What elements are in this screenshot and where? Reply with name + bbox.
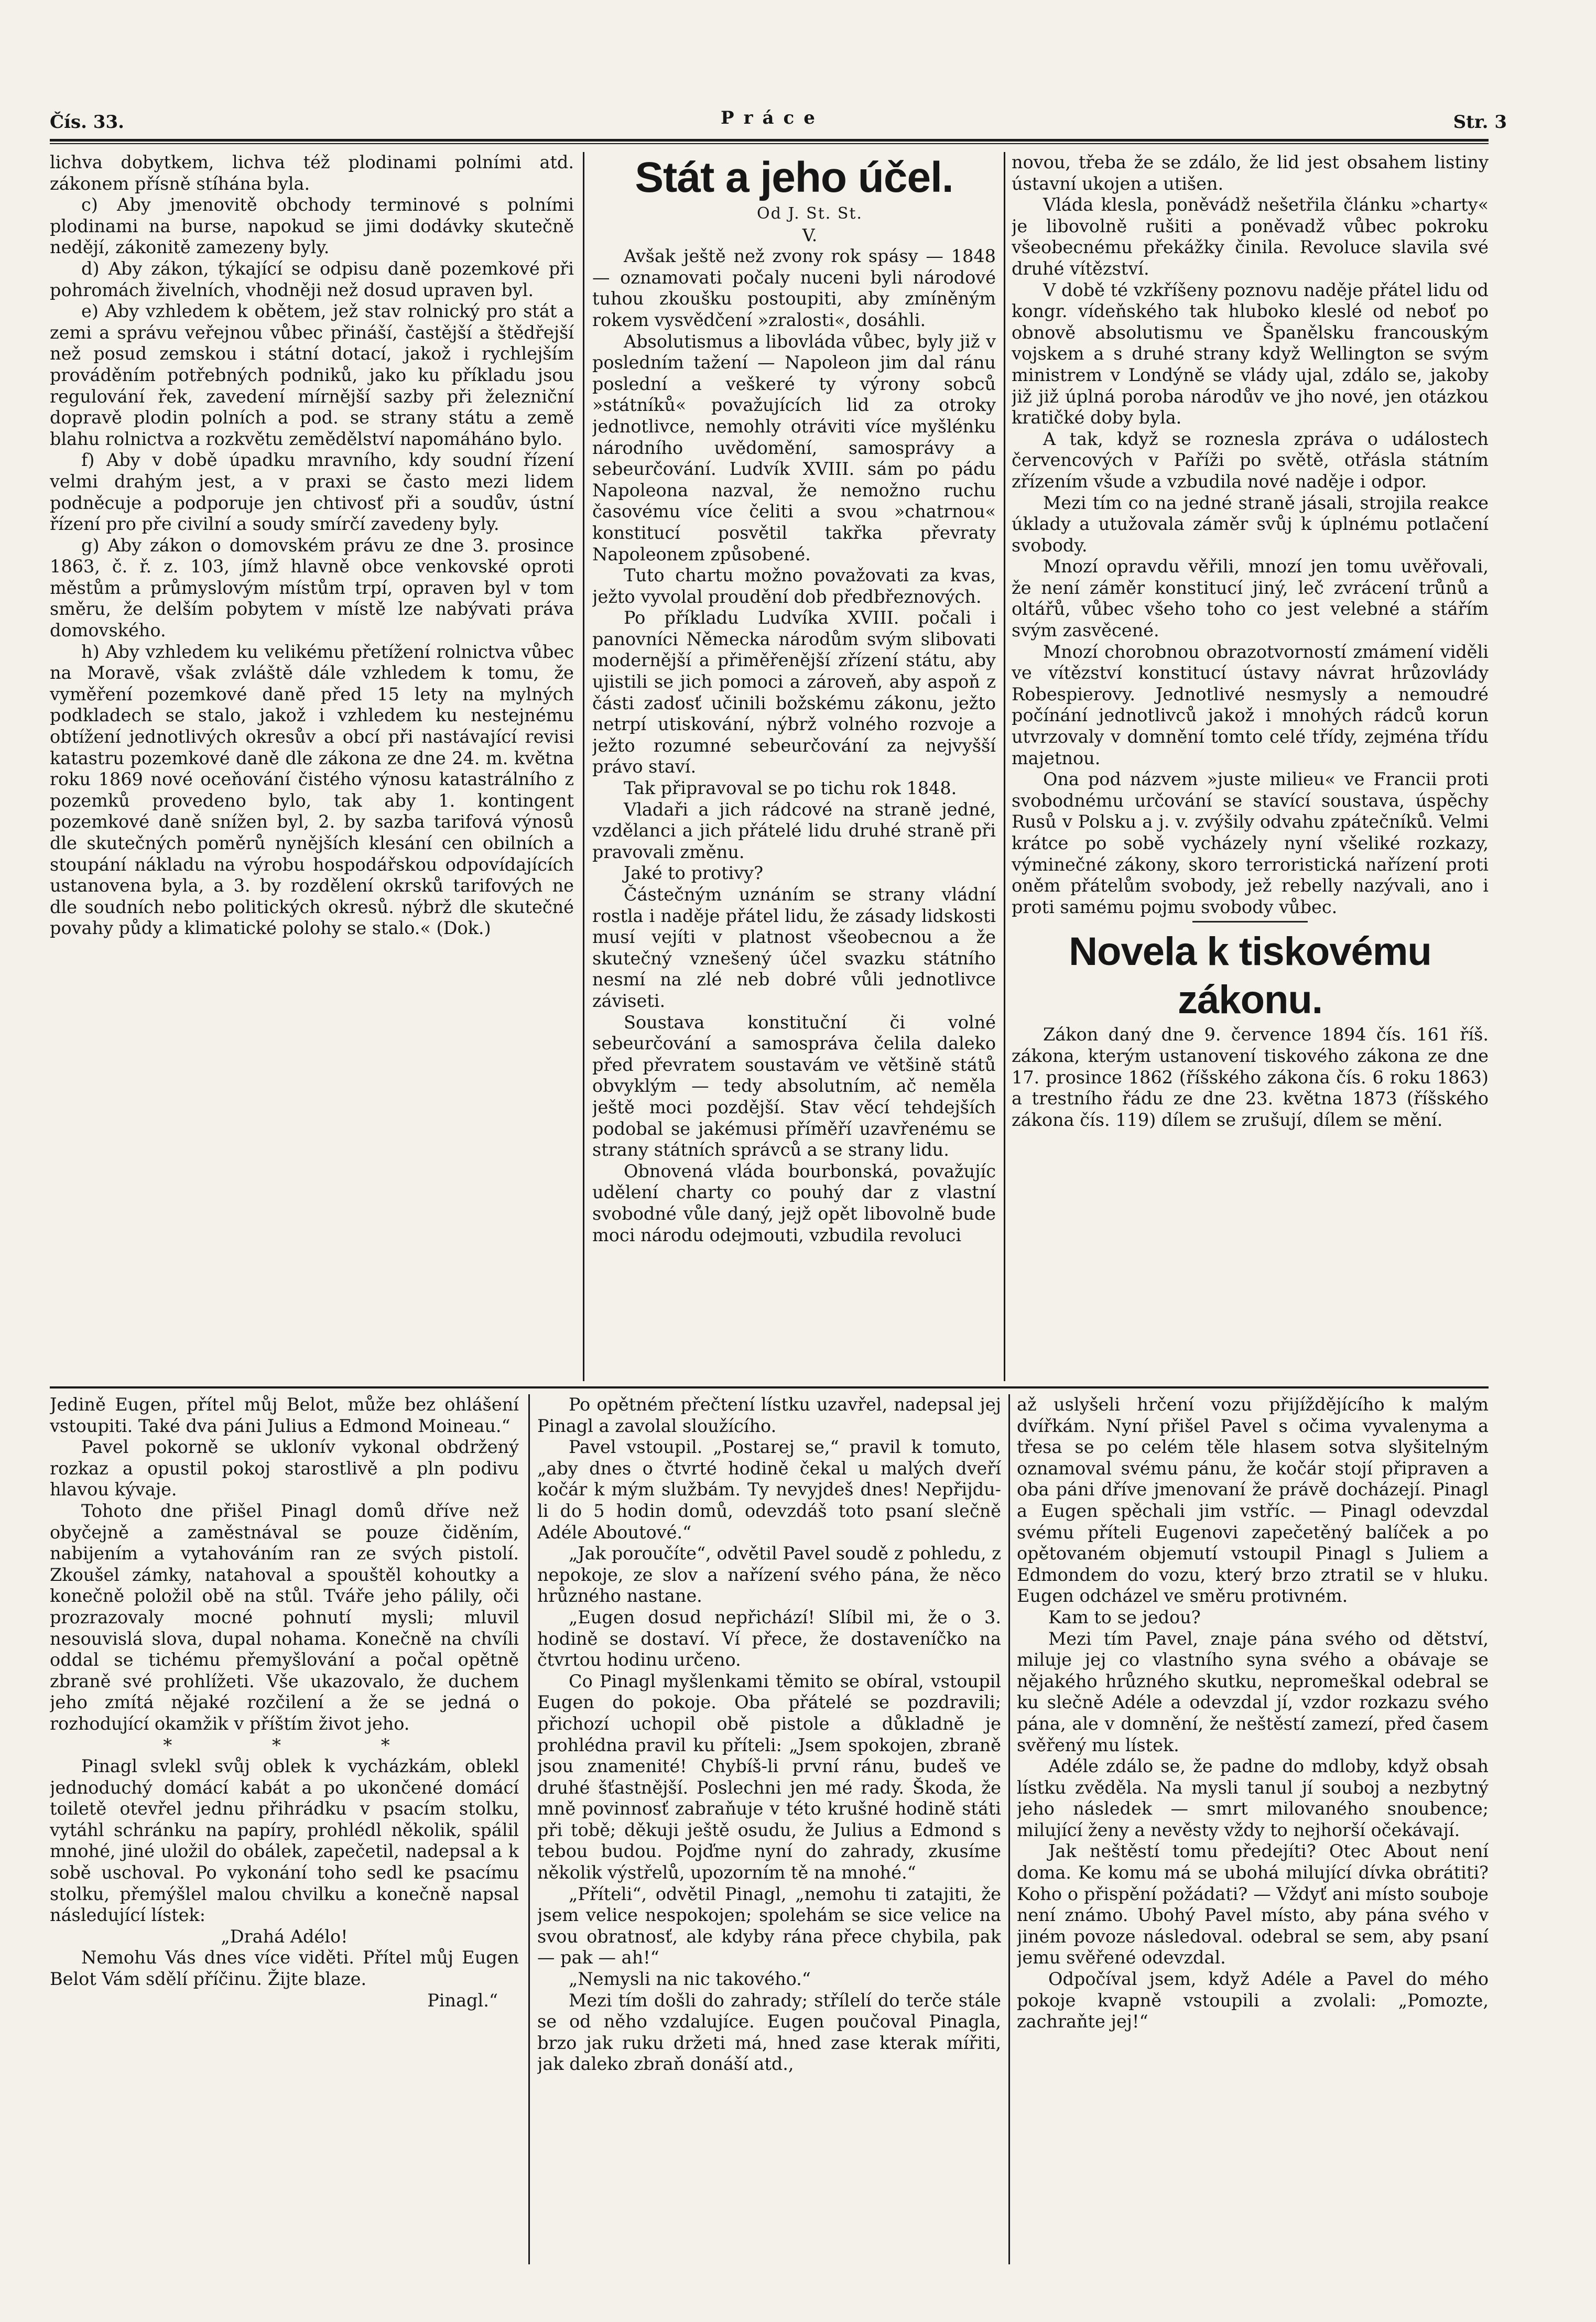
paragraph: Zákon daný dne 9. července 1894 čís. 161 říš. zákona, kterým ustanovení tiskového zákona ze dne 17. prosince 1862 (říšského zákona čís. 6 roku 1863) a trestního řádu ze dne 23. května 1873 (říšského zákona čís. 119) dílem se zrušují, dílem se mění. [1012, 1024, 1489, 1130]
column-rule-2 [1004, 152, 1005, 1381]
paragraph: Adéle zdálo se, že padne do mdloby, když obsah lístku zvěděla. Na mysli tanul jí souboj a nezbytný jeho následek — smrt milovaného snoubence; milující ženy a nevěsty vždy to nejhorší očekávají. [1017, 1756, 1489, 1840]
paragraph: Mezi tím co na jedné straně jásali, strojila reakce úklady a utužovala záměr svůj k úplnému potlačení svobody. [1012, 492, 1489, 556]
feuilleton-separator [50, 1386, 1489, 1388]
paragraph: Tohoto dne přišel Pinagl domů dříve než obyčejně a zaměstnával se pouze čiděním, nabijením a vytahováním ran ze svých pistolí. Zkoušel zámky, natahoval a spouštěl kohoutky a konečně položil obě na stůl. Tváře jeho pálily, oči prozrazovaly mocné pohnutí mysli; mluvil nesouvislá slova, dupal nohama. Konečně na chvíli oddal se tichému přemyšlování a počal opětně zbraně své prohlížeti. Vše ukazovalo, že duchem jeho zmítá nějaké rozčilení a že se jedná o rozhodující okamžik v příštím život jeho. [50, 1500, 519, 1734]
issue-number: Čís. 33. [50, 112, 124, 133]
article-separator [1192, 921, 1308, 923]
paragraph: Obnovená vláda bourbonská, považujíc udělení charty co pouhý dar z vlastní svobodné vůle daný, jejž opět libovolně bude moci národu odejmouti, vzbudila revoluci [592, 1160, 996, 1245]
letter-body: Nemohu Vás dnes více viděti. Přítel můj Eugen Belot Vám sdělí příčinu. Žijte blaze. [50, 1947, 519, 1990]
paragraph: d) Aby zákon, týkající se odpisu daně pozemkové při pohromách živelních, vhodněji než dosud upraven byl. [50, 258, 574, 300]
paragraph: Částečným uznáním se strany vládní rostla i naděje přátel lidu, že zásady lidskosti musí vejíti v platnost všeobecnou a že skutečný vznešený účel svazku státního nesmí na zlé neb dobré vůli jednotlivce záviseti. [592, 884, 996, 1011]
column-rule-4 [1008, 1394, 1010, 2264]
paragraph: e) Aby vzhledem k obětem, jež stav rolnický pro stát a zemi a správu veřejnou vůbec přináší, častější a štědřejší než posud zemskou i státní dotací, jakož i rychlejším prováděním potřebných podniků, jako ku příkladu jsou regulování řek, zavedení mírnější sazby při železniční dopravě plodin polních a pod. se strany státu a země blahu rolnictva a rozkvětu zemědělství napomáháno bylo. [50, 301, 574, 449]
masthead-rule [50, 139, 1489, 142]
paragraph: Po příkladu Ludvíka XVIII. počali i panovníci Německa národům svým slibovati modernější a přiměřenější zřízení státu, aby ujistili se jich pomoci a zároveň, aby aspoň z části zadosť učinili božskému zákonu, ježto netrpí utiskování, nýbrž volného rozvoje a ježto rozumné sebeurčování za nejvyšší právo staví. [592, 607, 996, 777]
resolutions-column [50, 152, 574, 1379]
paragraph: Jedině Eugen, přítel můj Belot, může bez ohlášení vstoupiti. Také dva páni Julius a Edmond Moineau.“ [50, 1394, 519, 1436]
paragraph: „Příteli“, odvětil Pinagl, „nemohu ti zatajiti, že jsem velice nespokojen; spolehám se sice velice na svou obratnosť, ale kdyby rána přece chybila, pak — pak — ah!“ [537, 1883, 1001, 1968]
letter-signature: Pinagl.“ [427, 1990, 498, 2011]
paragraph: Pavel vstoupil. „Postarej se,“ pravil k tomuto, „aby dnes o čtvrté hodině čekal u malých dveří kočár k mým službám. Ty nevyjdeš dnes! Nepřijdu-li do 5 hodin domů, odevzdáš toto psaní slečně Adéle Aboutové.“ [537, 1437, 1001, 1543]
article-headline: Stát a jeho účel. [635, 154, 953, 201]
paragraph: Avšak ještě než zvony rok spásy — 1848 — oznamovati počaly nuceni byli národové tuhou zkoušku postoupiti, aby zmíněným rokem vysvědčení »zralosti«, dosáhli. [592, 246, 996, 330]
paragraph: h) Aby vzhledem ku velikému přetížení rolnictva vůbec na Moravě, však zvláště dále vzhledem k tomu, že vyměření pozemkové daně před 15 lety na mylných podkladech se stalo, jakož i vzhledem ku nestejnému obtížení jednotlivých okresův a obcí při nastávající revisi katastru pozemkové daně dle zákona ze dne 24. m. května roku 1869 nové oceňování čistého výnosu katastrálního z pozemků provedeno bylo, tak aby 1. kontingent pozemkové daně snížen byl, 2. by sazba tarifová výnosů dle skutečných poměrů nynějších klesání cen obilních a stoupání nákladu na výrobu hospodářskou odpovídajících ustanovena byla, a 3. by rozdělení okrsků tarifových ne dle soudních nebo politických okresů. nýbrž dle skutečné povahy půdy a klimatické polohy se stalo.« (Dok.) [50, 641, 574, 939]
paragraph: Co Pinagl myšlenkami těmito se obíral, vstoupil Eugen do pokoje. Oba přátelé se pozdravili; přichozí uchopil obě pistole a důkladně je prohlédna pravil ku příteli: „Jsem spokojen, zbraně jsou znamenité! Chybíš-li první ránu, budeš ve druhé šťastnější. Poslechni jen mé rady. Škoda, že mně povinnosť zabraňuje v této krušné hodině státi při tobě; děkuji ještě osudu, že Julius a Edmond s tebou budou. Pojďme nyní do zahrady, zkusíme několik výstřelů, upozorním tě na mnohé.“ [537, 1670, 1001, 1883]
paragraph: f) Aby v době úpadku mravního, kdy soudní řízení velmi drahým jest, a v praxi se často mezi lidem podněcuje a podporuje jen chtivosť při a soudův, ústní řízení pro pře civilní a soudy smírčí zavedeny byly. [50, 450, 574, 535]
section-break-stars: * * * [163, 1734, 437, 1756]
paragraph: Tuto chartu možno považovati za kvas, ježto vyvolal proudění dob předbřeznových. [592, 565, 996, 607]
paragraph: „Eugen dosud nepřichází! Slíbil mi, že o 3. hodině se dostaví. Ví přece, že dostaveníčko na čtvrtou hodinu určeno. [537, 1607, 1001, 1670]
paragraph: Vláda klesla, poněvádž nešetřila článku »charty« je libovolně rušiti a poněvadž vůbec pokroku všeobecnému překážky činila. Revoluce slavila své druhé vítězství. [1012, 194, 1489, 279]
paragraph: Jak neštěstí tomu předejíti? Otec About není doma. Ke komu má se ubohá milující dívka obrátiti? Koho o přispění požádati? — Vždyť ani místo souboje není známo. Ubohý Pavel místo, aby pána svého v jiném povoze následoval. odebral se sem, aby psaní jemu svěřené odevzdal. [1017, 1841, 1489, 1968]
column-rule-3 [528, 1394, 530, 2264]
paragraph: Odpočíval jsem, když Adéle a Pavel do mého pokoje kvapně vstoupili a zvolali: „Pomozte, zachraňte jej!“ [1017, 1969, 1489, 2032]
paragraph: c) Aby jmenovitě obchody terminové s polními plodinami na burse, napokud se jimi dodávky skutečně nedějí, zákonitě zamezeny byly. [50, 194, 574, 258]
feuilleton-column-2 [537, 1394, 1001, 2264]
paragraph: Soustava konstituční či volné sebeurčování a samospráva čelila daleko před převratem soustavám ve většině států obvyklým — tedy absolutním, ač neměla ještě moci pozdější. Stav věcí tehdejších podobal se jakémusi příměří uzavřenému se strany státních správců a se strany lidu. [592, 1012, 996, 1160]
paragraph: Po opětném přečtení lístku uzavřel, nadepsal jej Pinagl a zavolal sloužícího. [537, 1394, 1001, 1436]
page-number: Str. 3 [1453, 112, 1507, 133]
paragraph: Mezi tím došli do zahrady; střílelí do terče stále se od něho vzdalujíce. Eugen poučoval Pinagla, brzo jak ruku držeti má, hned zase kterak mířiti, jak daleko zbraň donáší atd., [537, 1990, 1001, 2075]
column-rule-1 [583, 152, 584, 1381]
paragraph: g) Aby zákon o domovském právu ze dne 3. prosince 1863, č. ř. z. 103, jímž hlavně obce venkovské oproti městům a průmyslovým místům trpí, opraven byl v tom směru, že delším pobytem v místě lze nabývati práva domovského. [50, 535, 574, 641]
paragraph: novou, třeba že se zdálo, že lid jest obsahem listiny ústavní ukojen a utišen. [1012, 152, 1489, 194]
paragraph: Jaké to protivy? [624, 863, 764, 884]
letter-salutation: „Drahá Adélo! [221, 1926, 348, 1947]
article-byline: Od J. St. St. [757, 204, 863, 223]
paragraph: Tak připravoval se po tichu rok 1848. [624, 778, 957, 799]
paragraph: Mezi tím Pavel, znaje pána svého od dětství, miluje jej co vlastního syna svého a obávaje se nějakého hrůzného skutku, nepromeškal odebral se ku slečně Adéle a odevzdal jí, vzdor rozkazu svého pána, ale v domnění, že neštěstí zamezí, před časem svěřený mu lístek. [1017, 1628, 1489, 1755]
paragraph: A tak, když se roznesla zpráva o událostech červencových v Paříži po světě, otřásla státním zřízením všude a vzbudila nové naděje i odpor. [1012, 428, 1489, 492]
paragraph: Mnozí opravdu věřili, mnozí jen tomu uvěřovali, že není záměr konstitucí jiný, leč zvrácení trůnů a oltářů, vůbec všeho toho co jest velebné a stářím svým zasvěcené. [1012, 556, 1489, 641]
masthead [50, 107, 1507, 139]
paragraph: „Jak poroučíte“, odvětil Pavel soudě z pohledu, z nepokoje, ze slov a nařízení svého pána, že něco hrůzného nastane. [537, 1543, 1001, 1607]
paragraph: V době té vzkříšeny poznovu naděje přátel lidu od kongr. vídeňského tak hluboko kleslé od neboť po obnově absolutismu ve Španělsku francouským vojskem a s druhé strany když Wellington se svým ministrem v Londýně se vlády ujal, zdálo se, jakoby již již úplná poroba národův ve jho nové, jen otázkou kratičké doby byla. [1012, 279, 1489, 428]
feuilleton-column-1 [50, 1394, 519, 2264]
paragraph: Kam to se jedou? [1048, 1607, 1201, 1627]
paragraph: Pavel pokorně se uklonív vykonal obdržený rozkaz a opustil pokoj starostlivě a pln podivu hlavou kývaje. [50, 1437, 519, 1500]
paragraph: Absolutismus a libovláda vůbec, byly již v posledním tažení — Napoleon jim dal ránu poslední a veškeré ty výrony sobců »státníků« považujících lid za otroky jednotlivce, nemohly otráviti více myšlénku národního uvědomění, samosprávy a sebeurčování. Ludvík XVIII. sám po pádu Napoleona nazval, že nemožno ruchu časovému více čeliti a svou »chatrnou« konstitucí posvětil takřka převraty Napoleonem způsobené. [592, 331, 996, 565]
paragraph: Pinagl svlekl svůj oblek k vycházkám, oblekl jednoduchý domácí kabát a po ukončené domácí toiletě otevřel jednu přihrádku v psacím stolku, vytáhl schránku na papíry, prohlédl několik, spálil mnohé, jiné uložil do obálek, zapečetil, nadepsal a k sobě uschoval. Po vykonání toho sedl ke psacímu stolku, přemýšlel malou chvilku a konečně napsal následující lístek: [50, 1756, 519, 1926]
feuilleton-column-3 [1017, 1394, 1489, 2264]
paragraph: Ona pod názvem »juste milieu« ve Francii proti svobodnému určování se stavící soustava, úspěchy Rusů v Polsku a j. v. zvýšily odvahu zpátečníků. Velmi krátce po sobě vycházely nyní všeliké rozkazy, výminečné zákony, skoro terroristická nařízení proti oněm přátelům svobody, jež rebelly nazývali, ano i proti samému pojmu svobody vůbec. [1012, 769, 1489, 917]
masthead-rule-thin [50, 143, 1489, 144]
article-headline: Novela k tiskovému zákonu. [1069, 929, 1431, 1023]
paragraph: Mnozí chorobnou obrazotvorností zmámení viděli ve vítězství konstitucí ústavy návrat hrůzovlády Robespierovy. Jednotlivé nesmysly a nemoudré počínání jednotlivců jakož i mnohých rádců korun utvrzovaly v domnění tomto celé třídy, zejména třídu majetnou. [1012, 641, 1489, 768]
paragraph: až uslyšeli hrčení vozu přijíždějícího k malým dvířkám. Nyní přišel Pavel s očima vyvalenyma a třesa se po celém těle hlasem sotva slyšitelným oznamoval svému pánu, že kočár stojí připraven a oba páni dříve jmenovaní že právě docházejí. Pinagl a Eugen spěchali jim vstříc. — Pinagl odevzdal svému příteli Eugenovi zapečetěný balíček a po opětovaném objemutí vstoupil Pinagl s Juliem a Edmondem do vozu, který brzo ztratil se v hluku. Eugen odcházel ve směru protivném. [1017, 1394, 1489, 1607]
stat-article [592, 152, 996, 1379]
paragraph: „Nemysli na nic takového.“ [569, 1969, 811, 1990]
paragraph: lichva dobytkem, lichva též plodinami polními atd. zákonem přísně stíhána byla. [50, 152, 574, 194]
article-part-number: V. [802, 224, 818, 245]
paragraph: Vladaři a jich rádcové na straně jedné, vzdělanci a jich přátelé lidu druhé straně při pravovali změnu. [592, 799, 996, 862]
newspaper-title: Práce [721, 107, 824, 128]
stat-continuation-column [1012, 152, 1489, 1379]
